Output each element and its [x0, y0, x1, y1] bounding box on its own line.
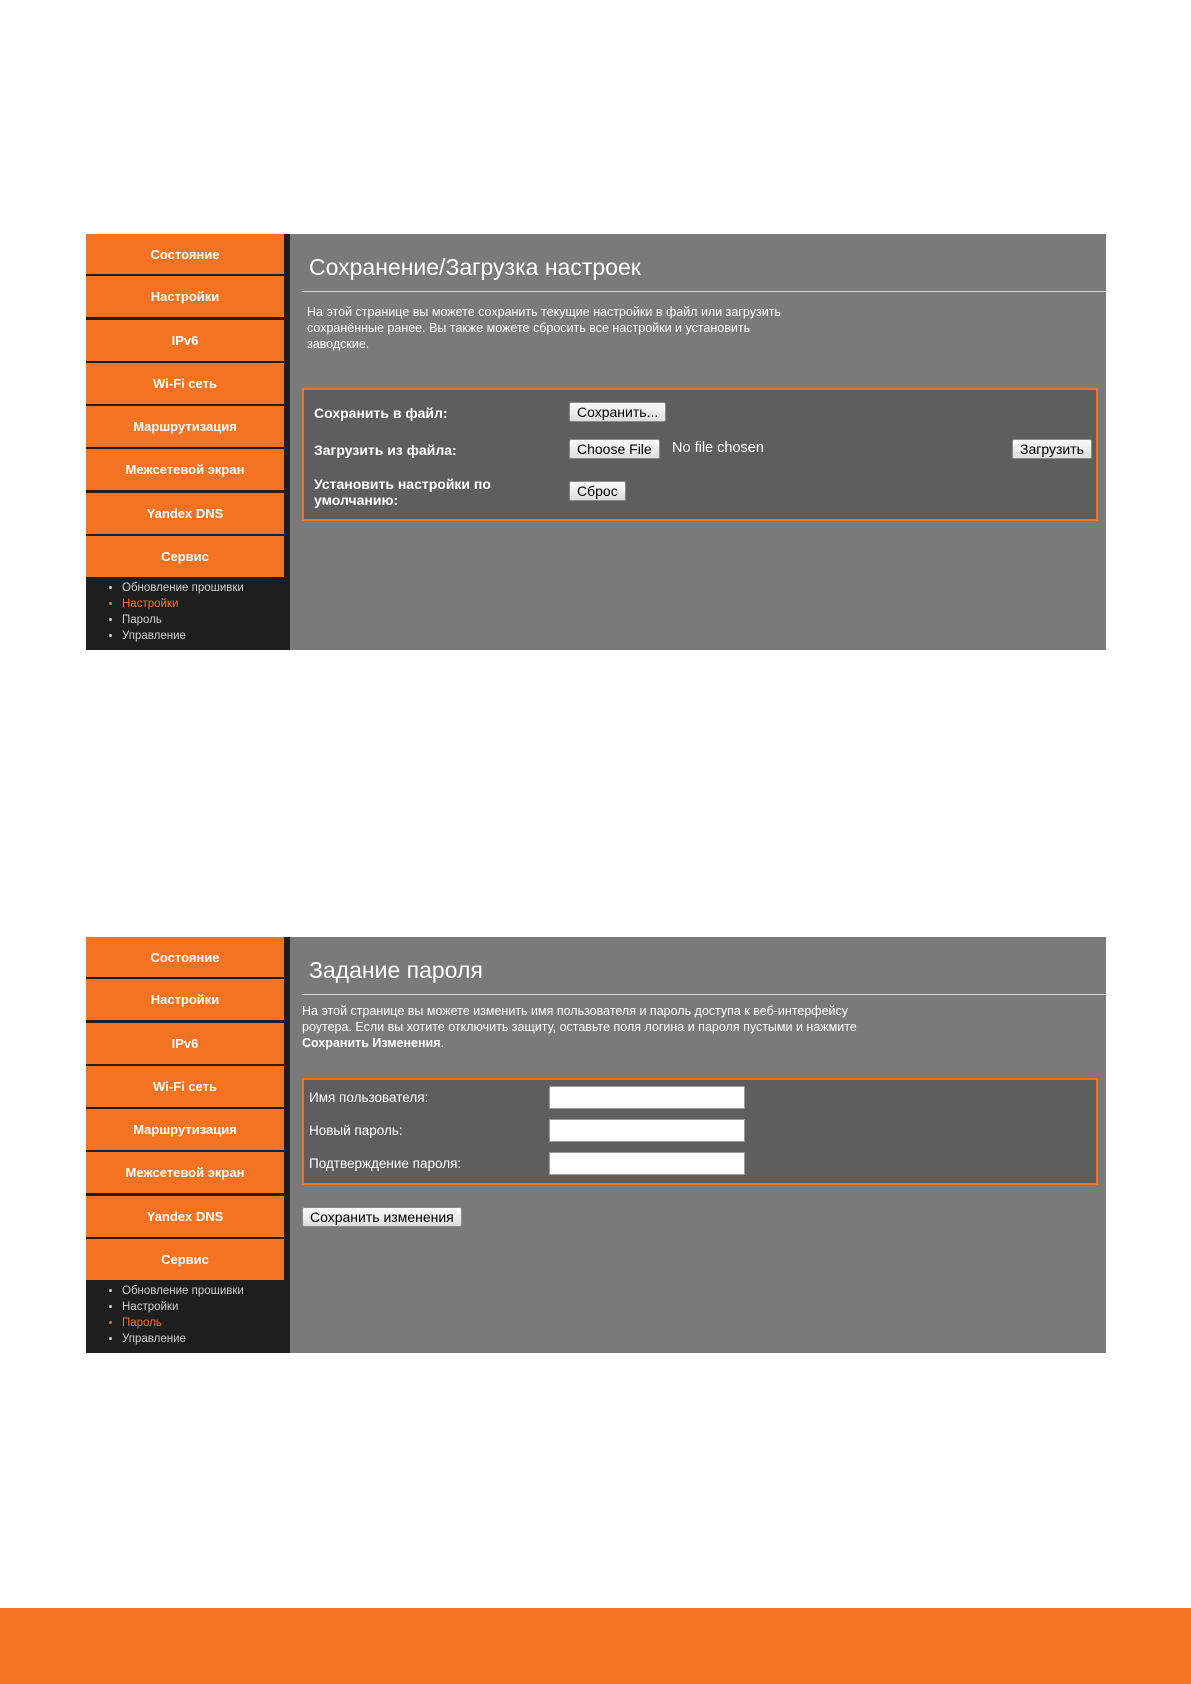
file-status-text: No file chosen — [672, 440, 764, 456]
description-line: На этой странице вы можете сохранить текущие настройки в файл или загрузить — [307, 305, 781, 319]
router-settings-backup-screen — [86, 234, 1106, 650]
nav-item-routing[interactable]: Маршрутизация — [86, 1109, 284, 1150]
nav-item-status[interactable]: Состояние — [86, 937, 284, 977]
description-line: заводские. — [307, 337, 370, 351]
nav-item-wifi[interactable]: Wi-Fi сеть — [86, 363, 284, 404]
nav-item-yandex-dns[interactable]: Yandex DNS — [86, 493, 284, 534]
page-description — [302, 1003, 942, 1051]
confirm-password-label: Подтверждение пароля: — [309, 1156, 462, 1171]
choose-file-button[interactable]: Choose File — [569, 439, 660, 459]
sidebar — [86, 234, 284, 650]
nav-item-settings[interactable]: Настройки — [86, 979, 284, 1020]
nav-item-yandex-dns[interactable]: Yandex DNS — [86, 1196, 284, 1237]
reset-button[interactable]: Сброс — [569, 481, 626, 501]
main-content — [290, 234, 1106, 650]
title-divider — [302, 291, 1106, 292]
page-description — [307, 304, 907, 352]
subnav-item-management[interactable]: • Управление — [122, 1331, 284, 1347]
description-line — [302, 1035, 942, 1051]
backup-form-panel — [302, 388, 1098, 521]
upload-button[interactable]: Загрузить — [1012, 439, 1092, 459]
description-line: На этой странице вы можете изменить имя пользователя и пароль доступа к веб-интерфейсу — [302, 1004, 849, 1018]
save-button[interactable]: Сохранить... — [569, 402, 666, 422]
subnav-item-firmware-update[interactable]: • Обновление прошивки — [122, 580, 284, 596]
page-title: Сохранение/Загрузка настроек — [309, 254, 641, 280]
subnav-item-settings[interactable]: • Настройки — [122, 1299, 284, 1315]
reset-defaults-label — [314, 476, 491, 508]
main-content — [290, 937, 1106, 1353]
reset-label-line: Установить настройки по — [314, 476, 491, 492]
nav-item-service[interactable]: Сервис — [86, 536, 284, 577]
nav-item-ipv6[interactable]: IPv6 — [86, 1023, 284, 1064]
nav-item-ipv6[interactable]: IPv6 — [86, 320, 284, 361]
username-label: Имя пользователя: — [309, 1090, 429, 1105]
nav-item-wifi[interactable]: Wi-Fi сеть — [86, 1066, 284, 1107]
footer-orange-band — [0, 1608, 1191, 1684]
nav-item-status[interactable]: Состояние — [86, 234, 284, 274]
description-line: сохранённые ранее. Вы также можете сбросить все настройки и установить — [307, 321, 751, 335]
new-password-input[interactable] — [549, 1119, 745, 1142]
subnav-item-firmware-update[interactable]: • Обновление прошивки — [122, 1283, 284, 1299]
description-bold: Сохранить Изменения — [302, 1036, 441, 1050]
password-form-panel — [302, 1078, 1098, 1185]
service-subnav — [86, 580, 284, 644]
description-tail: . — [440, 1036, 445, 1050]
nav-item-routing[interactable]: Маршрутизация — [86, 406, 284, 447]
subnav-item-management[interactable]: • Управление — [122, 628, 284, 644]
load-from-file-label: Загрузить из файла: — [314, 442, 457, 458]
subnav-item-settings[interactable]: • Настройки — [122, 596, 284, 612]
nav-item-service[interactable]: Сервис — [86, 1239, 284, 1280]
new-password-label: Новый пароль: — [309, 1123, 403, 1138]
sidebar — [86, 937, 284, 1353]
confirm-password-input[interactable] — [549, 1152, 745, 1175]
title-divider — [302, 994, 1106, 995]
username-input[interactable] — [549, 1086, 745, 1109]
subnav-item-password[interactable]: • Пароль — [122, 1315, 284, 1331]
save-to-file-label: Сохранить в файл: — [314, 405, 448, 421]
service-subnav — [86, 1283, 284, 1347]
reset-label-line: умолчанию: — [314, 492, 399, 508]
router-password-screen — [86, 937, 1106, 1353]
subnav-item-password[interactable]: • Пароль — [122, 612, 284, 628]
nav-item-firewall[interactable]: Межсетевой экран — [86, 1152, 284, 1193]
save-changes-button[interactable]: Сохранить изменения — [302, 1207, 462, 1227]
description-line: роутера. Если вы хотите отключить защиту, оставьте поля логина и пароля пустыми и нажмите — [302, 1020, 857, 1034]
nav-item-firewall[interactable]: Межсетевой экран — [86, 449, 284, 490]
nav-item-settings[interactable]: Настройки — [86, 276, 284, 317]
page-title: Задание пароля — [309, 957, 483, 983]
